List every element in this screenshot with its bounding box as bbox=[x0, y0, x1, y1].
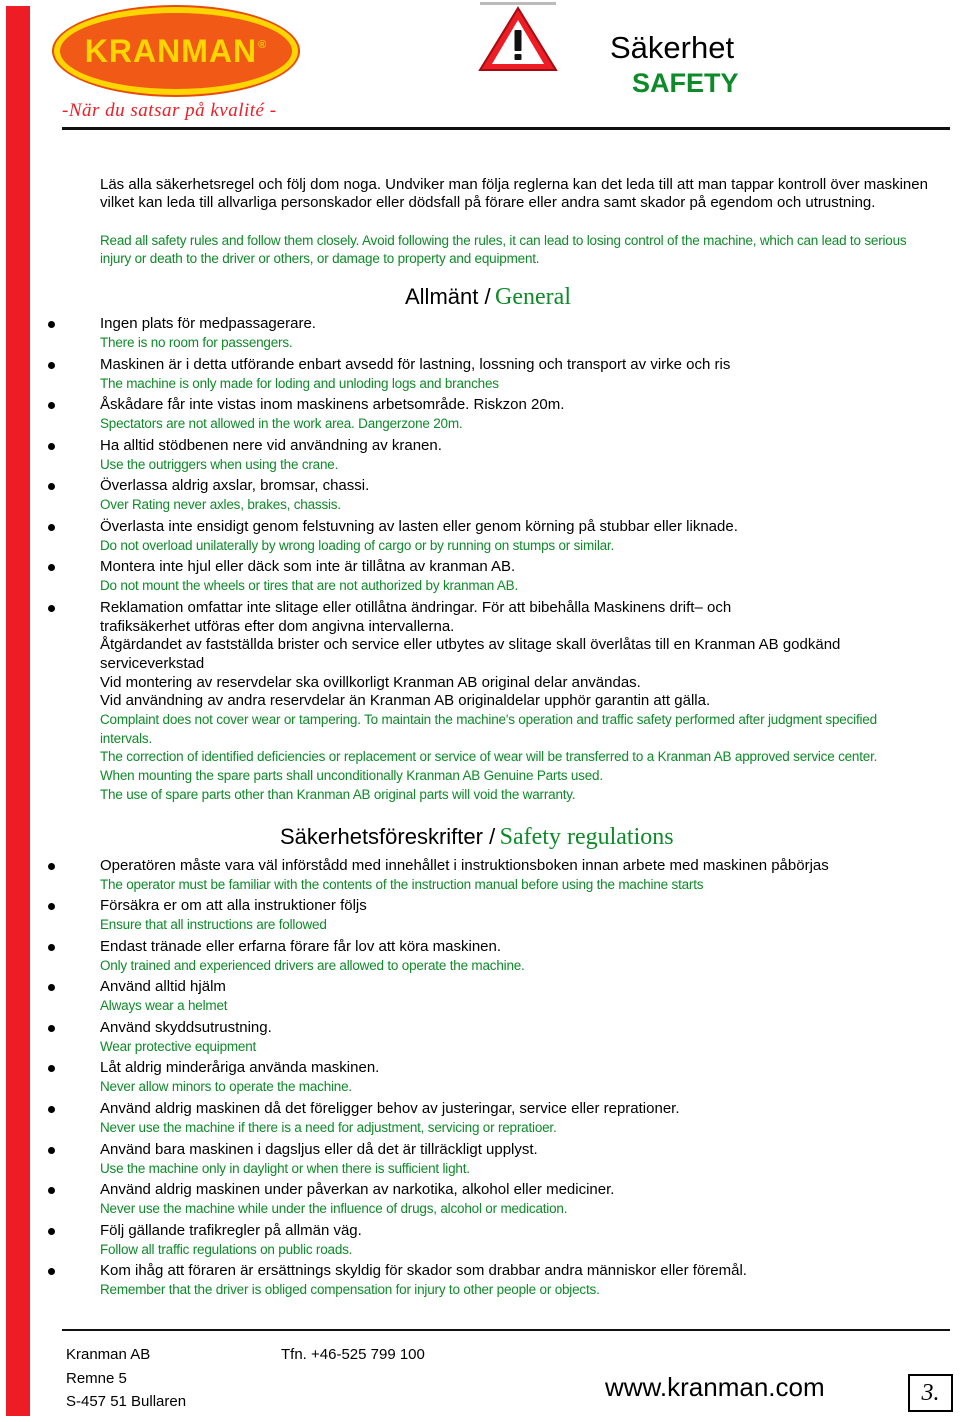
regulation-item-sv: Operatören måste vara väl införstådd med innehållet i instruktionsboken innan arbete med maskinen påbörjas bbox=[100, 857, 829, 874]
general-item-en: The machine is only made for loding and unloding logs and branches bbox=[100, 376, 499, 391]
general-item-sv: Montera inte hjul eller däck som inte är tillåtna av kranman AB. bbox=[100, 558, 516, 575]
complaint-line-sv: trafiksäkerhet utföras efter dom angivna intervallerna. bbox=[100, 618, 455, 635]
complaint-line-en: Complaint does not cover wear or tampering. To maintain the machine's operation and traffic safety performed after judgment specified bbox=[100, 712, 877, 727]
complaint-line-sv: Vid användning av andra reservdelar än Kranman AB originaldelar upphör garantin att gälla. bbox=[100, 692, 711, 709]
regulation-item-en: Follow all traffic regulations on public roads. bbox=[100, 1242, 353, 1257]
general-item-en: Over Rating never axles, brakes, chassis. bbox=[100, 497, 341, 512]
footer-company: Kranman AB bbox=[66, 1346, 151, 1363]
intro-english: Read all safety rules and follow them closely. Avoid following the rules, it can lead to losing control of the machine, which can lead to serious injury or death to the driver or others, or damage to property and equipment. bbox=[100, 233, 907, 266]
page-title: Säkerhet bbox=[610, 30, 735, 65]
general-item-en: Do not mount the wheels or tires that are not authorized by kranman AB. bbox=[100, 578, 519, 593]
regulation-item-en: Never allow minors to operate the machine. bbox=[100, 1079, 352, 1094]
page-title-english: SAFETY bbox=[632, 68, 739, 98]
warning-triangle-icon bbox=[476, 2, 560, 74]
regulation-item-sv: Låt aldrig minderåriga använda maskinen. bbox=[100, 1059, 380, 1076]
general-item-sv: Överlassa aldrig axslar, bromsar, chassi. bbox=[100, 477, 370, 494]
logo-text: KRANMAN® bbox=[84, 32, 268, 69]
bullet bbox=[48, 605, 55, 612]
general-item-en: Spectators are not allowed in the work area. Dangerzone 20m. bbox=[100, 416, 463, 431]
regulation-item-sv: Försäkra er om att alla instruktioner följs bbox=[100, 897, 367, 914]
general-heading: Allmänt / General bbox=[405, 284, 571, 310]
complaint-line-en: The correction of identified deficiencies or replacement or service of wear will be transferred to a Kranman AB approved service center. bbox=[100, 749, 878, 764]
bullet bbox=[48, 321, 55, 328]
regulation-item-en: Never use the machine if there is a need for adjustment, servicing or repratioer. bbox=[100, 1120, 557, 1135]
regulation-item-en: Use the machine only in daylight or when there is sufficient light. bbox=[100, 1161, 470, 1176]
general-item-sv: Överlasta inte ensidigt genom felstuvning av lasten eller genom körning på stubbar eller liknade. bbox=[100, 518, 738, 535]
footer-street: Remne 5 bbox=[66, 1370, 127, 1387]
bullet bbox=[48, 903, 55, 910]
complaint-line-sv: Åtgärdandet av fastställda brister och service eller utbytes av slitage skall överlåtas till en Kranman AB godkänd bbox=[100, 636, 841, 653]
intro-swedish: Läs alla säkerhetsregel och följ dom noga. Undviker man följa reglerna kan det leda till att man tappar kontroll över maskinen vilket kan leda till allvarliga personskador eller dödsfall på förare eller andra samt skador på egendom och utrustning. bbox=[100, 176, 928, 211]
website-link[interactable]: www.kranman.com bbox=[605, 1372, 825, 1402]
bullet bbox=[48, 402, 55, 409]
bullet bbox=[48, 1106, 55, 1113]
bullet bbox=[48, 362, 55, 369]
regulation-item-en: Never use the machine while under the influence of drugs, alcohol or medication. bbox=[100, 1201, 568, 1216]
regulation-item-sv: Följ gällande trafikregler på allmän väg. bbox=[100, 1222, 362, 1239]
bullet bbox=[48, 564, 55, 571]
page-number: 3. bbox=[908, 1374, 953, 1412]
general-item-sv: Maskinen är i detta utförande enbart avsedd för lastning, lossning och transport av virke och ris bbox=[100, 356, 731, 373]
footer-divider bbox=[62, 1329, 950, 1331]
regulation-item-sv: Använd aldrig maskinen under påverkan av narkotika, alkohol eller mediciner. bbox=[100, 1181, 615, 1198]
regulations-heading: Säkerhetsföreskrifter / Safety regulations bbox=[280, 824, 674, 850]
general-item-en: Use the outriggers when using the crane. bbox=[100, 457, 339, 472]
general-item-sv: Ha alltid stödbenen nere vid användning av kranen. bbox=[100, 437, 442, 454]
general-item-en: There is no room for passengers. bbox=[100, 335, 293, 350]
bullet bbox=[48, 1187, 55, 1194]
complaint-line-en: When mounting the spare parts shall unconditionally Kranman AB Genuine Parts used. bbox=[100, 768, 603, 783]
bullet bbox=[48, 1065, 55, 1072]
bullet bbox=[48, 443, 55, 450]
kranman-logo bbox=[52, 5, 300, 97]
complaint-line-en: The use of spare parts other than Kranman AB original parts will void the warranty. bbox=[100, 787, 576, 802]
regulation-item-en: Wear protective equipment bbox=[100, 1039, 257, 1054]
complaint-line-sv: serviceverkstad bbox=[100, 655, 205, 672]
footer-phone: Tfn. +46-525 799 100 bbox=[281, 1346, 425, 1363]
red-margin-bar bbox=[6, 6, 30, 1416]
bullet bbox=[48, 944, 55, 951]
regulation-item-sv: Endast tränade eller erfarna förare får lov att köra maskinen. bbox=[100, 938, 502, 955]
regulation-item-en: Ensure that all instructions are followed bbox=[100, 917, 327, 932]
bullet bbox=[48, 1147, 55, 1154]
regulation-item-en: Always wear a helmet bbox=[100, 998, 228, 1013]
footer-postal: S-457 51 Bullaren bbox=[66, 1393, 187, 1410]
bullet bbox=[48, 483, 55, 490]
regulation-item-en: The operator must be familiar with the contents of the instruction manual before using the machine starts bbox=[100, 877, 704, 892]
regulation-item-sv: Använd aldrig maskinen då det föreligger behov av justeringar, service eller reprationer. bbox=[100, 1100, 680, 1117]
general-item-en: Do not overload unilaterally by wrong loading of cargo or by running on stumps or similar. bbox=[100, 538, 615, 553]
slogan: -När du satsar på kvalité - bbox=[62, 100, 277, 121]
regulation-item-en: Only trained and experienced drivers are allowed to operate the machine. bbox=[100, 958, 525, 973]
general-item-sv: Åskådare får inte vistas inom maskinens arbetsområde. Riskzon 20m. bbox=[100, 396, 565, 413]
regulation-item-sv: Använd bara maskinen i dagsljus eller då det är tillräckligt upplyst. bbox=[100, 1141, 538, 1158]
bullet bbox=[48, 1268, 55, 1275]
complaint-line-sv: Vid montering av reservdelar ska ovillkorligt Kranman AB original delar användas. bbox=[100, 674, 641, 691]
bullet bbox=[48, 1025, 55, 1032]
bullet bbox=[48, 524, 55, 531]
regulation-item-sv: Använd skyddsutrustning. bbox=[100, 1019, 272, 1036]
header-divider bbox=[62, 127, 950, 130]
bullet bbox=[48, 1228, 55, 1235]
bullet bbox=[48, 984, 55, 991]
general-item-sv: Ingen plats för medpassagerare. bbox=[100, 315, 316, 332]
regulation-item-sv: Kom ihåg att föraren är ersättnings skyldig för skador som drabbar andra människor eller föremål. bbox=[100, 1262, 747, 1279]
complaint-line-en: intervals. bbox=[100, 731, 153, 746]
regulation-item-sv: Använd alltid hjälm bbox=[100, 978, 226, 995]
complaint-line-sv: Reklamation omfattar inte slitage eller otillåtna ändringar. För att bibehålla Maskinens drift– och bbox=[100, 599, 732, 616]
bullet bbox=[48, 863, 55, 870]
regulation-item-en: Remember that the driver is obliged compensation for injury to other people or objects. bbox=[100, 1282, 600, 1297]
